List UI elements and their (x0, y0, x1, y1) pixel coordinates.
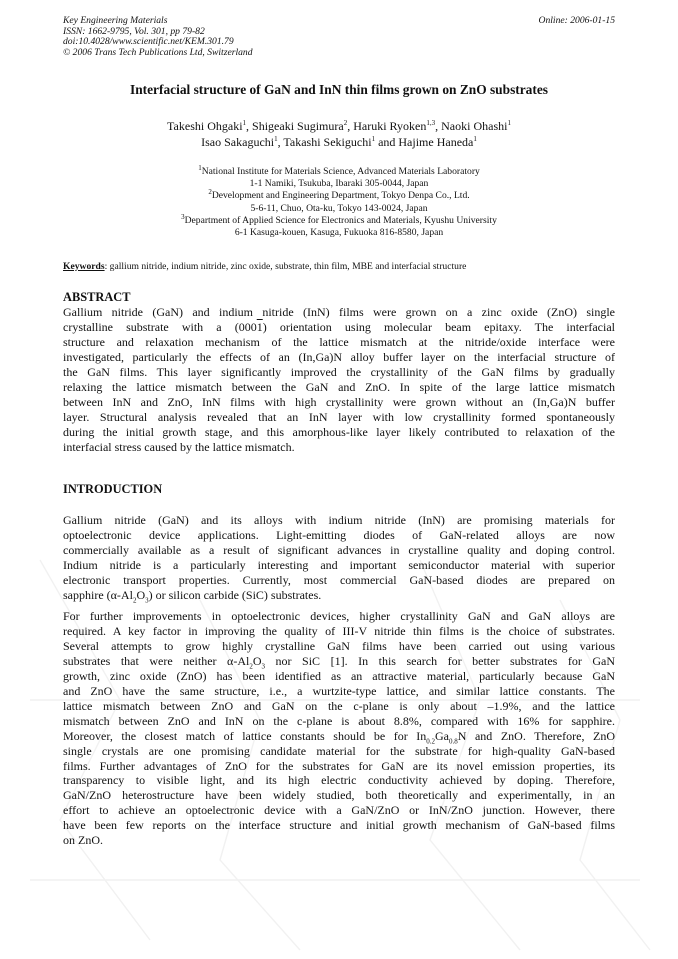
copyright: © 2006 Trans Tech Publications Ltd, Switzerland (63, 46, 253, 58)
text-line: Gallium nitride (GaN) and indium nitride (InN) films were grown on a zinc oxide (ZnO) single (63, 305, 615, 319)
text-line: GaN/ZnO heterostructure have been widely studied, both theoretically and experimentally, in an (63, 788, 615, 803)
author-affiliation-mark: 1,3 (426, 119, 436, 127)
author-affiliation-mark: 1 (242, 119, 247, 127)
affiliation-address: 6-1 Kasuga-kouen, Kasuga, Fukuoka 816-8580, Japan (234, 227, 444, 239)
text-line: on ZnO. (63, 833, 103, 848)
text-line: structure and relaxation mechanism of the lattice mismatch at the nitride/oxide interface were (63, 334, 615, 349)
author: Naoki Ohashi$^1$ (441, 119, 511, 133)
text-line: sapphire $(\alpha-Al_2O_3)$ or silicon carbide (SiC) substrates. (63, 587, 322, 605)
author: Isao Sakaguchi$^1$ (201, 135, 278, 149)
intro-paragraph-2 (63, 609, 615, 848)
text-line: lattice mismatch between ZnO and GaN on the c-plane is only about –1.9%, and the lattice (63, 698, 615, 713)
affiliation-number: 3 (181, 212, 185, 221)
text-line: electronic transport properties. Currently, most commercial GaN-based diodes are prepared on (63, 572, 615, 587)
author-list: Takeshi Ohgaki$^1$, Shigeaki Sugimura$^2$, Haruki Ryoken$^{1,3}$, Naoki Ohashi$^1$ Isao Sakaguchi$^1$, Takashi Sekiguchi$^1$ and Hajime Haneda$^1$ (167, 119, 511, 149)
paper-title: Interfacial structure of GaN and InN thin films grown on ZnO substrates (130, 82, 548, 97)
text-line: transparency to visible light, and its high electric conductivity achieved by doping. Therefore, (63, 773, 615, 788)
affiliation-address: 1-1 Namiki, Tsukuba, Ibaraki 305-0044, Japan (249, 178, 429, 190)
text-line: substrates that were neither $\alpha-Al_2O_3$ nor SiC [1]. In this search for better substrates for GaN (63, 653, 616, 671)
author-affiliation-mark: 1 (473, 135, 477, 143)
text-line: interfacial stress caused by the lattice mismatch. (63, 439, 295, 454)
affiliation-name (63, 190, 615, 202)
author-affiliation-mark: 1 (274, 135, 278, 143)
affiliation-number: 2 (208, 188, 212, 197)
abstract-heading: ABSTRACT (63, 290, 131, 304)
text-line: Moreover, the closest match of lattice constants should be for $In_{0.2}Ga_{0.8}N$ and ZnO. Therefore, ZnO (63, 728, 615, 746)
author: Haruki Ryoken$^{1,3}$ (353, 119, 436, 133)
author: Shigeaki Sugimura$^2$ (252, 119, 348, 133)
text-line: films. Further advantages of ZnO for the substrates for GaN are its novel emission properties, its (63, 758, 615, 773)
doi: doi:10.4028/www.scientific.net/KEM.301.79 (63, 36, 234, 48)
author-affiliation-mark: 1 (507, 119, 511, 127)
text-line: Several attempts to grow highly crystalline GaN films have been carried out using various (63, 638, 615, 653)
intro-paragraph-1 (63, 513, 615, 603)
affiliation-name (63, 163, 615, 178)
author: Takeshi Ohgaki$^1$ (167, 119, 247, 133)
text-line: crystalline substrate with a (0001) orientation using molecular beam epitaxy. The interfacial (63, 319, 616, 334)
online-date: Online: 2006-01-15 (538, 15, 615, 26)
text-line: commercially available as a result of significant advances in crystalline quality and doping control. (63, 542, 615, 557)
issn: ISSN: 1662-9795, Vol. 301, pp 79-82 (63, 25, 205, 37)
text-line: during the initial growth stage, and this amorphous-like layer likely contributed to relaxation of the (63, 424, 615, 439)
journal-name: Key Engineering Materials (63, 15, 168, 26)
keywords-text: : gallium nitride, indium nitride, zinc oxide, substrate, thin film, MBE and interfacial structure (104, 261, 467, 272)
text-line: Gallium nitride (GaN) and its alloys with indium nitride (InN) are promising materials for (63, 513, 615, 527)
text-line: Indium nitride is a particularly interesting and important semiconductor material with superior (63, 557, 615, 572)
text-line: the GaN films. This layer significantly improved the crystallinity of the GaN films by gradually (63, 364, 615, 379)
affiliation-address: 5-6-11, Chuo, Ota-ku, Tokyo 143-0024, Japan (250, 202, 428, 214)
affiliations (63, 163, 615, 239)
text-line: and ZnO have the same structure, i.e., a wurtzite-type lattice, and similar lattice constants. The (63, 683, 615, 698)
text-line: between InN and ZnO, InN films with high crystallinity were grown without an (In,Ga)N buffer (63, 394, 615, 409)
affiliation-institution: Department of Applied Science for Electronics and Materials, Kyushu University (184, 214, 497, 226)
text-line: investigated, particularly the effects of an (In,Ga)N alloy buffer layer on the interfacial structure of (63, 349, 615, 364)
text-line: have been few reports on the interface structure and initial growth mechanism of GaN-based films (63, 818, 615, 833)
text-line: layer. Structural analysis revealed that an InN layer with low crystallinity formed spontaneously (63, 409, 615, 424)
affiliation-institution: Development and Engineering Department, Tokyo Denpa Co., Ltd. (211, 190, 470, 202)
text-line: required. A key factor in improving the quality of III-V nitride thin films is the choice of substrates. (63, 623, 615, 638)
keywords (63, 261, 623, 272)
introduction-heading: INTRODUCTION (63, 482, 163, 496)
affiliation-institution: National Institute for Materials Science, Advanced Materials Laboratory (201, 166, 480, 177)
text-line: relaxing the lattice mismatch between the GaN and ZnO. In spite of the large lattice mismatch (63, 379, 615, 394)
abstract-body (63, 305, 615, 455)
journal-header (63, 16, 253, 58)
keywords-label: Keywords (63, 261, 105, 272)
text-line: single crystals are one promising candidate material for the substrate for high-quality GaN-based (63, 743, 615, 758)
text-line: For further improvements in optoelectronic devices, higher crystallinity GaN and GaN alloys are (63, 609, 615, 623)
text-line: growth, zinc oxide (ZnO) has been identified as an attractive material, particularly because GaN (63, 668, 615, 683)
affiliation-name (63, 212, 615, 227)
text-line: mismatch between ZnO and InN on the c-plane is about 8.8%, compared with 16% for sapphire. (63, 713, 615, 728)
author: Takashi Sekiguchi$^1$ (283, 135, 376, 149)
affiliation-number: 1 (198, 163, 202, 172)
author: Hajime Haneda$^1$ (398, 135, 477, 149)
author-affiliation-mark: 1 (371, 135, 376, 143)
text-line: optoelectronic device applications. Light-emitting diodes of GaN-related alloys are now (63, 527, 615, 542)
author-affiliation-mark: 2 (343, 119, 348, 127)
text-line: effort to achieve an optoelectronic device with a GaN/ZnO or InN/ZnO junction. However, there (63, 803, 615, 818)
